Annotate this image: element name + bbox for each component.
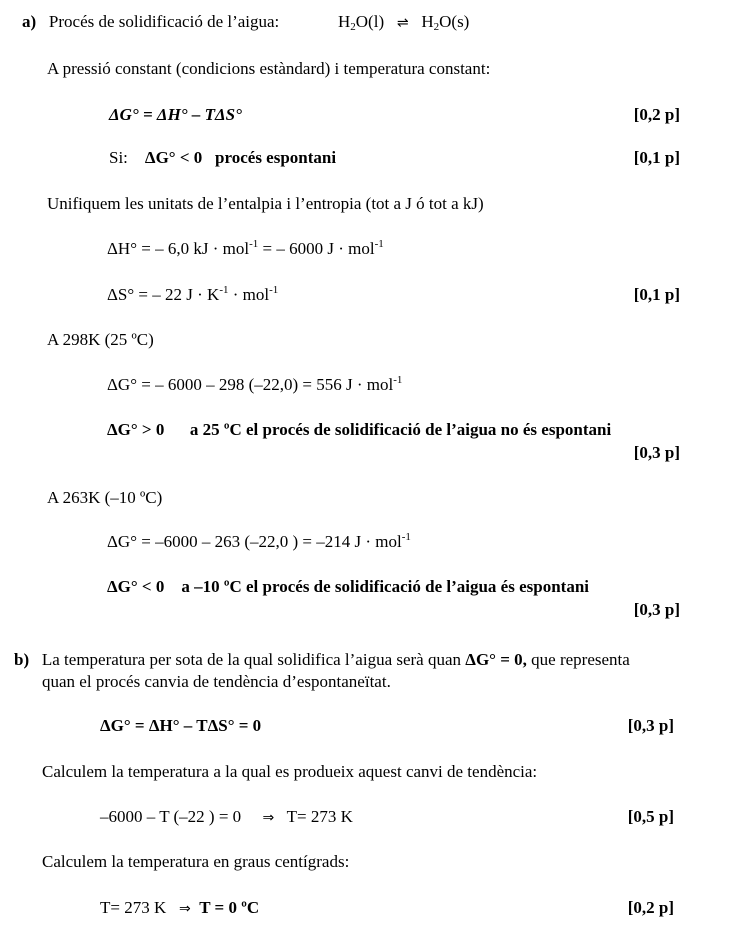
t263-calc-text: ΔG° = –6000 – 263 (–22,0 ) = –214 J · mol — [107, 532, 402, 551]
entropy-value: ΔS° = – 22 J · K — [107, 285, 220, 304]
entropy-line — [107, 285, 278, 305]
part-b-final-right: T = 0 ºC — [199, 898, 260, 917]
entropy-exp-2: -1 — [269, 284, 279, 296]
entropy-mol: · mol — [228, 285, 270, 304]
part-b-calculation — [100, 807, 353, 828]
enthalpy-line — [107, 239, 384, 259]
part-b-intro-line-2: quan el procés canvia de tendència d’espontaneïtat. — [42, 672, 391, 691]
units-text: Unifiquem les unitats de l’entalpia i l’entropia (tot a J ó tot a kJ) — [47, 194, 484, 213]
part-b-calc-left: –6000 – T (–22 ) = 0 — [100, 807, 242, 826]
t263-conclusion — [107, 577, 589, 597]
t298-condition: ΔG° > 0 — [107, 420, 165, 439]
enthalpy-exp-1: -1 — [249, 238, 259, 250]
part-a-heading — [22, 12, 279, 32]
gibbs-points: [0,2 p] — [633, 105, 680, 124]
reaction-right: H — [421, 12, 434, 31]
part-b-eq-points: [0,3 p] — [627, 716, 674, 735]
si-condition: ΔG° < 0 — [144, 148, 203, 167]
part-b-letter: b) — [14, 650, 30, 669]
conditions-text: A pressió constant (condicions estàndard) i temperatura constant: — [47, 59, 491, 78]
gibbs-equation: ΔG° = ΔH° – TΔS° — [109, 105, 242, 124]
enthalpy-value-kj: ΔH° = – 6,0 kJ · mol — [107, 239, 250, 258]
part-b-intro-a: La temperatura per sota de la qual solidifica l’aigua serà quan — [41, 650, 466, 669]
entropy-exp-1: -1 — [219, 284, 229, 296]
t298-calc-exp: -1 — [393, 374, 403, 386]
part-b-equation: ΔG° = ΔH° – TΔS° = 0 — [100, 716, 262, 735]
t298-points: [0,3 p] — [633, 443, 680, 462]
si-points: [0,1 p] — [633, 148, 680, 167]
t298-calc-text: ΔG° = – 6000 – 298 (–22,0) = 556 J · mol — [107, 375, 394, 394]
part-b-intro-condition: ΔG° = 0, — [465, 650, 527, 669]
part-b-calc-points: [0,5 p] — [627, 807, 674, 826]
equilibrium-arrows-icon: ⇌ — [396, 15, 409, 31]
enthalpy-value-j: = – 6000 J · mol — [258, 239, 375, 258]
reaction-left-sub: 2 — [350, 21, 356, 33]
part-b-intro-line-1 — [14, 650, 630, 670]
reaction-left-rest: O(l) — [355, 12, 385, 31]
t263-points: [0,3 p] — [633, 600, 680, 619]
implies-arrow-icon: ⇒ — [179, 901, 191, 917]
t298-label: A 298K (25 ºC) — [47, 330, 154, 349]
reaction-left: H — [338, 12, 351, 31]
implies-arrow-icon: ⇒ — [262, 810, 275, 826]
entropy-points: [0,1 p] — [633, 285, 680, 304]
reaction-equation — [338, 12, 469, 33]
part-b-intro-c: que representa — [526, 650, 630, 669]
t298-calculation — [107, 375, 402, 395]
t263-calc-exp: -1 — [401, 531, 411, 543]
si-label: Si: — [109, 148, 128, 167]
t298-conclusion — [107, 420, 611, 440]
t298-conclusion-text: a 25 ºC el procés de solidificació de l’aigua no és espontani — [189, 420, 612, 439]
t263-calculation — [107, 532, 411, 552]
part-b-final-points: [0,2 p] — [627, 898, 674, 917]
t263-condition: ΔG° < 0 — [107, 577, 165, 596]
part-b-final — [100, 898, 259, 919]
t263-label: A 263K (–10 ºC) — [47, 488, 163, 507]
part-a-letter: a) — [22, 12, 37, 31]
part-a-title: Procés de solidificació de l’aigua: — [48, 12, 280, 31]
part-b-final-left: T= 273 K — [100, 898, 167, 917]
si-result: procés espontani — [215, 148, 337, 167]
reaction-right-rest: O(s) — [439, 12, 470, 31]
enthalpy-exp-2: -1 — [374, 238, 384, 250]
t263-conclusion-text: a –10 ºC el procés de solidificació de l’aigua és espontani — [181, 577, 590, 596]
part-b-calc-text: Calculem la temperatura a la qual es produeix aquest canvi de tendència: — [42, 762, 538, 781]
part-b-calc-right: T= 273 K — [286, 807, 353, 826]
reaction-right-sub: 2 — [433, 21, 440, 33]
spontaneity-condition — [109, 148, 336, 168]
part-b-celsius-text: Calculem la temperatura en graus centígrads: — [42, 852, 350, 871]
